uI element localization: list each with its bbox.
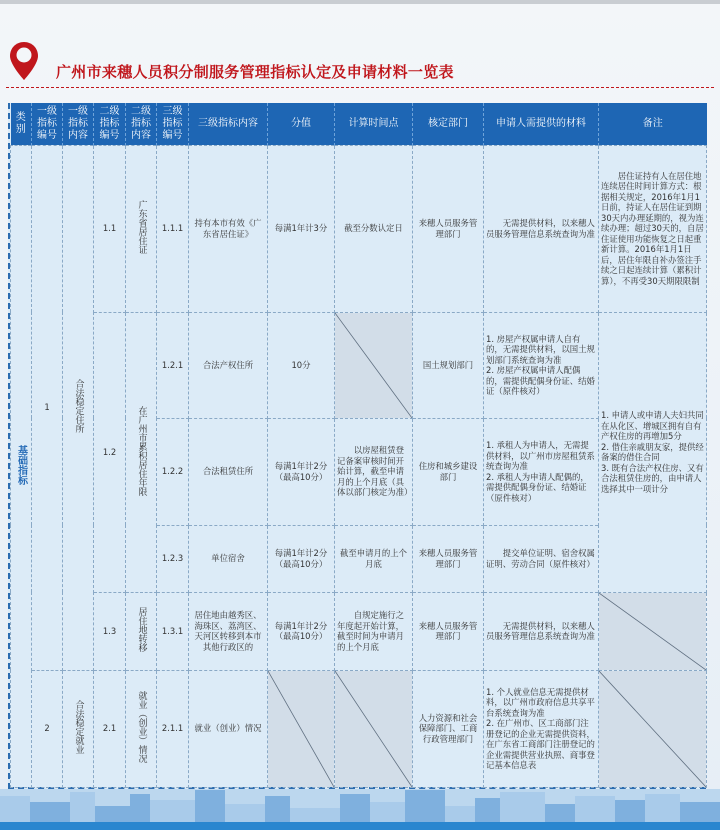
- table-row: [11, 670, 707, 787]
- l3-code-cell: 2.1.1: [157, 670, 189, 787]
- header-remarks: 备注: [599, 103, 707, 145]
- dept-cell: 人力资源和社会保障部门、工商行政管理部门: [413, 670, 484, 787]
- l3-content-cell: 合法产权住所: [189, 312, 268, 418]
- score-cell: 每满1年计3分: [268, 145, 335, 312]
- time-point-cell: 以房屋租赁登记备案审核时间开始计算，截至申请月的上个月底（具体以部门核定为准）: [335, 418, 413, 525]
- l2-content-cell: 就业（创业）情况: [126, 670, 157, 787]
- materials-cell: 1. 承租人为申请人，无需提供材料，以广州市房屋租赁系统查询为准 2. 承租人为申请人配偶的，需提供配偶身份证、结婚证（原件核对）: [484, 418, 599, 525]
- l3-content-cell: 就业（创业）情况: [189, 670, 268, 787]
- header-l1-content: 一级 指标 内容: [63, 103, 94, 145]
- header-l2-code: 二级 指标 编号: [94, 103, 126, 145]
- dept-cell: 来穗人员服务管理部门: [413, 525, 484, 592]
- materials-cell: 1. 房屋产权属申请人自有的，无需提供材料，以国土规划部门系统查询为准 2. 房屋产权属申请人配偶的，需提供配偶身份证、结婚证（原件核对）: [484, 312, 599, 418]
- l2-content-cell: 居住地转移: [126, 592, 157, 670]
- title-divider: [6, 87, 714, 88]
- materials-cell: 提交单位证明、宿舍权属证明、劳动合同（原件核对）: [484, 525, 599, 592]
- city-skyline-decoration: [0, 789, 720, 830]
- page-header: [0, 0, 720, 100]
- score-cell: 每满1年计2分（最高10分）: [268, 418, 335, 525]
- remarks-cell-empty: [599, 592, 707, 670]
- l3-content-cell: 合法租赁住所: [189, 418, 268, 525]
- l2-content-cell: 在广州市累积居住年限: [126, 312, 157, 592]
- l1-code-cell: 2: [32, 670, 63, 787]
- l2-code-cell: 1.2: [94, 312, 126, 592]
- l3-code-cell: 1.2.2: [157, 418, 189, 525]
- dept-cell: 国土规划部门: [413, 312, 484, 418]
- materials-cell: 无需提供材料，以来穗人员服务管理信息系统查询为准: [484, 592, 599, 670]
- dept-cell: 来穗人员服务管理部门: [413, 592, 484, 670]
- score-cell: 每满1年计2分（最高10分）: [268, 592, 335, 670]
- header-dept: 核定部门: [413, 103, 484, 145]
- time-point-cell: 自规定施行之年度起开始计算，截至时间为申请月的上个月底: [335, 592, 413, 670]
- indicator-table: [10, 103, 707, 788]
- l3-content-cell: 居住地由越秀区、海珠区、荔湾区、天河区转移到本市其他行政区的: [189, 592, 268, 670]
- indicator-table-container: [8, 103, 706, 789]
- table-row: [11, 312, 707, 418]
- l2-code-cell: 2.1: [94, 670, 126, 787]
- remarks-cell: 居住证持有人在居住地连续居住时间计算方式：根据相关规定，2016年1月1日前，持证人在居住证到期30天内办理延期的，视为连续办理；超过30天的，自居住证使用功能恢复之日起重新计算。2016年1月1日后，居住年限自补办签注手续之日起连续计算（累积计算），不再受30天期限限制: [599, 145, 707, 312]
- l2-code-cell: 1.3: [94, 592, 126, 670]
- score-cell-empty: [268, 670, 335, 787]
- table-row: [11, 592, 707, 670]
- time-point-cell: 截至申请月的上个月底: [335, 525, 413, 592]
- materials-cell: 1. 个人就业信息无需提供材料，以广州市政府信息共享平台系统查询为准 2. 在广州市、区工商部门注册登记的企业无需提供资料，在广东省工商部门注册登记的企业需提供营业执照、商事登记基本信息表: [484, 670, 599, 787]
- dept-cell: 住房和城乡建设部门: [413, 418, 484, 525]
- remarks-cell-empty: [599, 670, 707, 787]
- category-cell: 基础指标: [11, 145, 32, 787]
- header-l3-code: 三级 指标 编号: [157, 103, 189, 145]
- l1-code-cell: 1: [32, 145, 63, 670]
- l3-code-cell: 1.3.1: [157, 592, 189, 670]
- l2-content-cell: 广东省居住证: [126, 145, 157, 312]
- header-score: 分值: [268, 103, 335, 145]
- remarks-cell: 1. 申请人或申请人夫妇共同在从化区、增城区拥有自有产权住房的再增加5分 2. 借住亲戚朋友家，提供经备案的借住合同 3. 既有合法产权住房、又有合法租赁住房的，由申请人选择其中一项计分: [599, 312, 707, 592]
- l2-code-cell: 1.1: [94, 145, 126, 312]
- l3-code-cell: 1.2.1: [157, 312, 189, 418]
- l3-content-cell: 单位宿舍: [189, 525, 268, 592]
- time-point-cell-empty: [335, 670, 413, 787]
- header-category: 类 别: [11, 103, 32, 145]
- l3-code-cell: 1.1.1: [157, 145, 189, 312]
- map-pin-icon: [9, 41, 39, 81]
- table-row: [11, 145, 707, 312]
- l1-content-cell: 合法稳定住所: [63, 145, 94, 670]
- score-cell: 10分: [268, 312, 335, 418]
- time-point-cell-empty: [335, 312, 413, 418]
- header-l3-content: 三级指标内容: [189, 103, 268, 145]
- time-point-cell: 截至分数认定日: [335, 145, 413, 312]
- page-title: 广州市来穗人员积分制服务管理指标认定及申请材料一览表: [56, 63, 454, 81]
- materials-cell: 无需提供材料，以来穗人员服务管理信息系统查询为准: [484, 145, 599, 312]
- l3-content-cell: 持有本市有效《广东省居住证》: [189, 145, 268, 312]
- table-header-row: [11, 103, 707, 145]
- l3-code-cell: 1.2.3: [157, 525, 189, 592]
- header-materials: 申请人需提供的材料: [484, 103, 599, 145]
- header-l2-content: 二级 指标 内容: [126, 103, 157, 145]
- header-time-point: 计算时间点: [335, 103, 413, 145]
- header-l1-code: 一级 指标 编号: [32, 103, 63, 145]
- dept-cell: 来穗人员服务管理部门: [413, 145, 484, 312]
- score-cell: 每满1年计2分（最高10分）: [268, 525, 335, 592]
- l1-content-cell: 合法稳定就业: [63, 670, 94, 787]
